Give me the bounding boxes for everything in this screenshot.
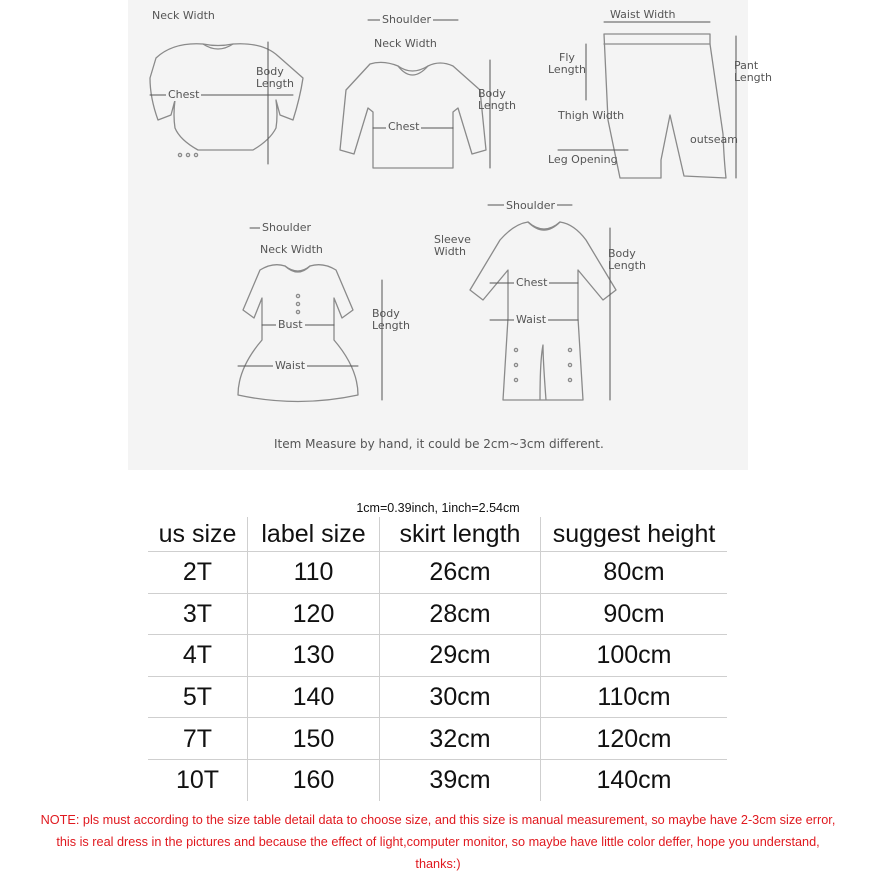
cell-skirt-length: 30cm	[380, 676, 541, 718]
pants-outseam-label: outseam	[690, 133, 738, 146]
table-row	[148, 635, 727, 677]
table-header-row	[148, 517, 727, 552]
cell-suggest-height: 80cm	[603, 558, 665, 587]
romper-sketch	[470, 222, 616, 400]
dress-waist-label: Waist	[275, 359, 306, 372]
measurement-guides	[150, 20, 736, 400]
cell-us-size: 7T	[148, 718, 248, 760]
bodysuit-body-length-label: Body Length	[256, 65, 294, 90]
cell-skirt-length: 26cm	[380, 552, 541, 594]
romper-waist-label: Waist	[516, 313, 547, 326]
dress-bust-label: Bust	[278, 318, 303, 331]
cell-us-size: 10T	[148, 759, 248, 800]
dress-shoulder-label: Shoulder	[262, 221, 311, 234]
cell-us-size: 3T	[148, 593, 248, 635]
cell-label-size: 140	[248, 676, 380, 718]
cell-label-size: 130	[248, 635, 380, 677]
pants-pant-length-label: Pant Length	[734, 59, 772, 84]
table-row	[148, 759, 727, 800]
header-suggest-height: suggest height	[552, 520, 716, 548]
header-skirt-length: skirt length	[380, 517, 541, 552]
size-table	[148, 517, 727, 801]
cell-skirt-length: 32cm	[380, 718, 541, 760]
tee-neck-width-label: Neck Width	[374, 37, 437, 50]
cell-suggest-height: 100cm	[596, 641, 672, 670]
cell-skirt-length: 29cm	[380, 635, 541, 677]
dress-body-length-label: Body Length	[372, 307, 410, 332]
cell-label-size: 110	[248, 552, 380, 594]
romper-shoulder-label: Shoulder	[506, 199, 555, 212]
cell-us-size: 2T	[148, 552, 248, 594]
romper-chest-label: Chest	[516, 276, 548, 289]
disclaimer-note: NOTE: pls must according to the size table detail data to choose size, and this size is manual measurement, so maybe have 2-3cm size error, this is real dress in the pictures and because the effect of light,computer monitor, so maybe have little color deffer, hope you understand, thanks:)	[40, 813, 836, 871]
cell-skirt-length: 39cm	[380, 759, 541, 800]
cell-suggest-height: 140cm	[596, 766, 672, 795]
pants-thigh-width-label: Thigh Width	[558, 109, 625, 122]
tee-sketch	[340, 62, 486, 168]
romper-sleeve-width-label: Sleeve Width	[434, 233, 471, 258]
cell-label-size: 150	[248, 718, 380, 760]
tee-shoulder-label: Shoulder	[382, 13, 431, 26]
cell-label-size: 120	[248, 593, 380, 635]
diagram-note: Item Measure by hand, it could be 2cm~3cm different.	[274, 437, 604, 451]
table-row	[148, 718, 727, 760]
cell-suggest-height: 90cm	[603, 599, 665, 628]
bodysuit-neck-width-label: Neck Width	[152, 9, 215, 22]
pants-sketch	[604, 34, 726, 178]
romper-body-length-label: Body Length	[608, 247, 646, 272]
bodysuit-chest-label: Chest	[168, 88, 200, 101]
cell-us-size: 4T	[148, 635, 248, 677]
pants-fly-length-label: Fly Length	[548, 51, 586, 76]
tee-body-length-label: Body Length	[478, 87, 516, 112]
header-us-size: us size	[148, 517, 248, 552]
table-row	[148, 593, 727, 635]
cell-suggest-height: 110cm	[597, 683, 671, 712]
pants-waist-width-label: Waist Width	[610, 8, 676, 21]
cell-suggest-height: 120cm	[596, 724, 672, 753]
dress-neck-width-label: Neck Width	[260, 243, 323, 256]
cell-skirt-length: 28cm	[380, 593, 541, 635]
cell-us-size: 5T	[148, 676, 248, 718]
measurement-diagram	[128, 0, 772, 470]
tee-chest-label: Chest	[388, 120, 420, 133]
conversion-text: 1cm=0.39inch, 1inch=2.54cm	[356, 501, 520, 515]
header-label-size: label size	[248, 517, 380, 552]
table-row	[148, 676, 727, 718]
dress-sketch	[238, 265, 358, 402]
pants-leg-opening-label: Leg Opening	[548, 153, 618, 166]
cell-label-size: 160	[248, 759, 380, 800]
table-row	[148, 552, 727, 594]
